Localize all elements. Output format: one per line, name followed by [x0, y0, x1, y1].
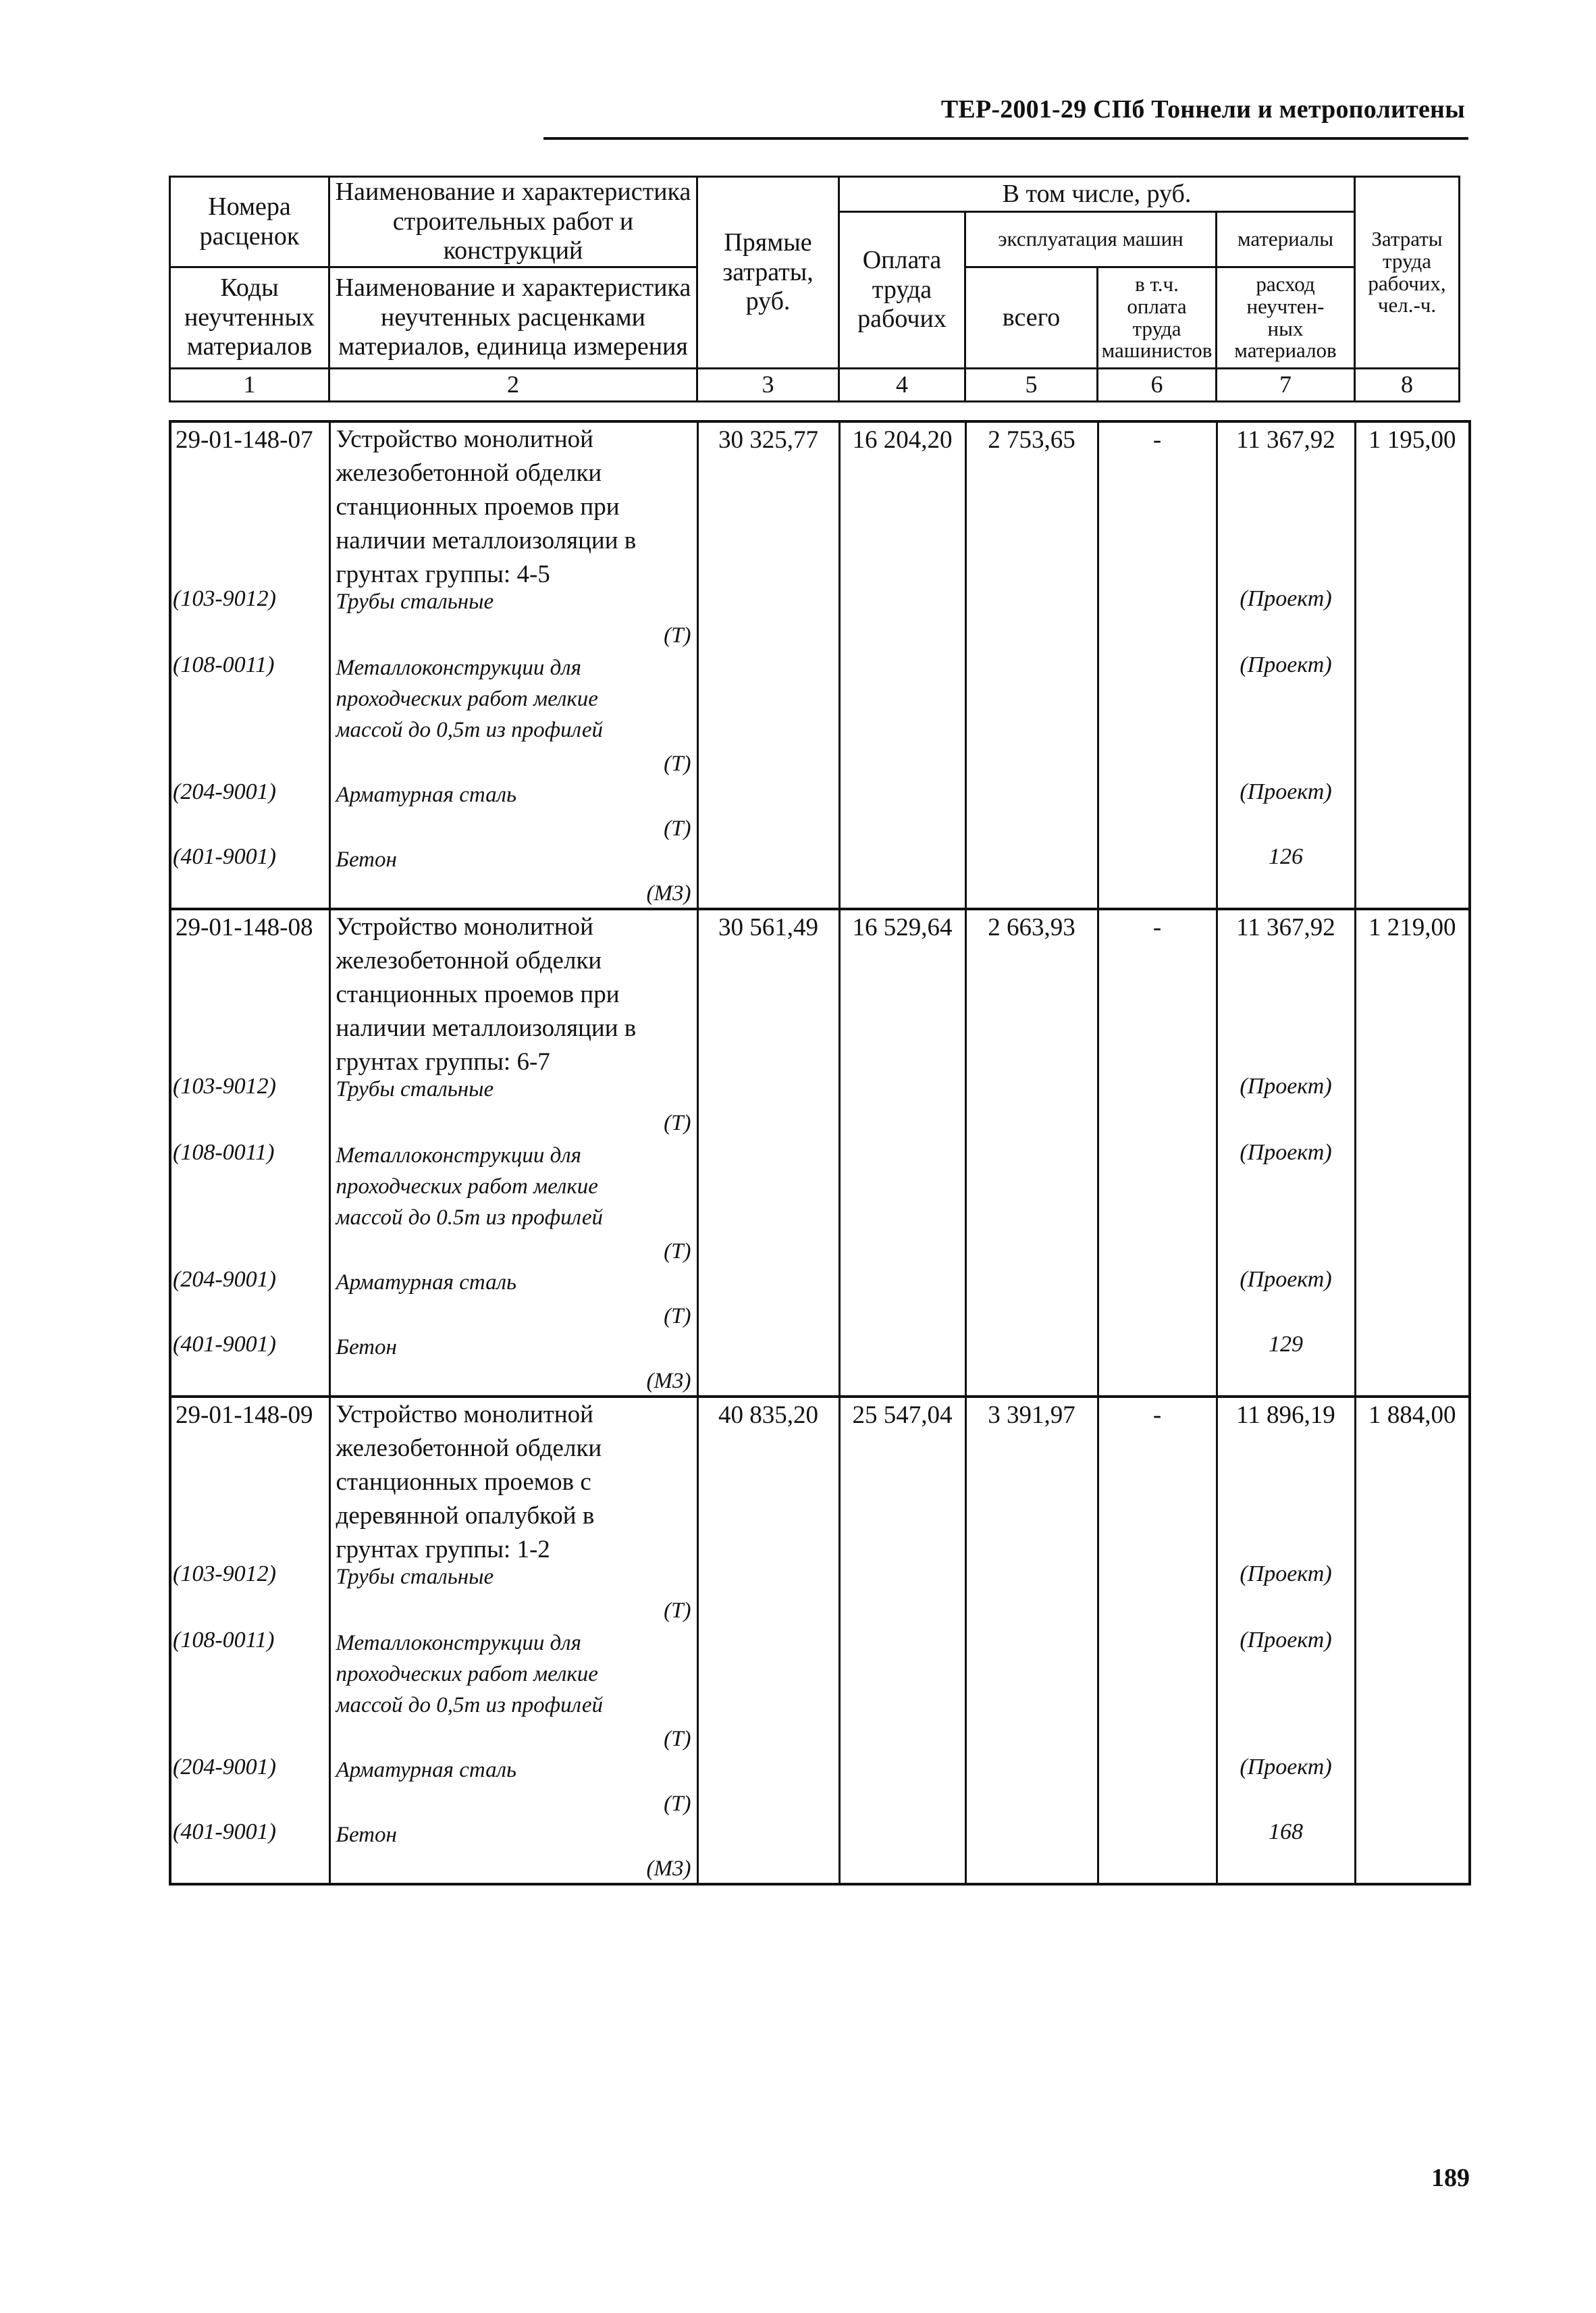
material-name: Трубы стальные [336, 1077, 494, 1101]
material-name: Бетон [336, 1335, 397, 1359]
col8-header: Затраты труда рабочих, чел.-ч. [1355, 177, 1460, 369]
material-costs: 11 367,92 [1236, 914, 1335, 941]
labor-hours: 1 195,00 [1368, 426, 1456, 454]
col-number: 5 [965, 369, 1098, 402]
material-name: Трубы стальные [336, 1565, 494, 1589]
material-code: (204-9001) [173, 779, 276, 804]
col1-top-header: Номера расценок [170, 177, 329, 267]
material-unit: (Т) [664, 1111, 691, 1135]
labor-costs: 25 547,04 [852, 1401, 953, 1429]
machinist-labor: - [1152, 1401, 1162, 1429]
material-unit: (М3) [646, 1369, 691, 1393]
material-consumption: 129 [1269, 1332, 1303, 1357]
material-name: Арматурная сталь [336, 783, 517, 807]
labor-hours: 1 884,00 [1368, 1401, 1456, 1429]
material-code: (204-9001) [173, 1755, 276, 1779]
column-number-row [170, 369, 1460, 402]
machine-costs: 3 391,97 [988, 1401, 1075, 1429]
material-name: Металлоконструкции для проходческих работ мелкие массой до 0,5т из профилей [336, 1631, 603, 1717]
material-name: Арматурная сталь [336, 1758, 517, 1782]
col-number: 1 [170, 369, 329, 402]
material-unit: (М3) [646, 881, 691, 906]
labor-hours: 1 219,00 [1368, 914, 1456, 941]
labor-costs: 16 529,64 [852, 914, 953, 941]
work-description: Устройство монолитной железобетонной обделки станционных проемов с деревянной опалубкой в грунтах группы: 1-2 [336, 1401, 602, 1563]
materials-group-header: материалы [1217, 212, 1355, 267]
material-unit: (Т) [664, 752, 691, 776]
machine-costs: 2 753,65 [988, 426, 1075, 454]
rate-section [170, 421, 1470, 909]
material-consumption: (Проект) [1240, 779, 1332, 804]
col-number: 7 [1217, 369, 1355, 402]
rate-section [170, 909, 1470, 1397]
rates-table [169, 420, 1471, 1886]
col2-bottom-header: Наименование и характеристика неучтенных расценками материалов, единица измерения [329, 267, 697, 369]
rate-code: 29-01-148-09 [176, 1401, 313, 1429]
material-unit: (Т) [664, 1599, 691, 1623]
direct-costs: 40 835,20 [718, 1401, 818, 1429]
material-unit: (Т) [664, 623, 691, 648]
material-consumption: (Проект) [1240, 1267, 1332, 1292]
col2-top-header: Наименование и характеристика строительных работ и конструкций [329, 177, 697, 267]
title-underline [543, 137, 1468, 140]
direct-costs: 30 325,77 [718, 426, 818, 454]
material-name: Бетон [336, 1823, 397, 1847]
material-code: (108-0011) [173, 1140, 275, 1165]
col1-bottom-header: Коды неучтенных материалов [170, 267, 329, 369]
material-code: (204-9001) [173, 1267, 276, 1292]
machines-group-header: эксплуатация машин [965, 212, 1217, 267]
work-description: Устройство монолитной железобетонной обделки станционных проемов при наличии металлоизоляции в грунтах группы: 6-7 [336, 913, 637, 1076]
col-number: 4 [839, 369, 965, 402]
col-number: 6 [1098, 369, 1217, 402]
material-consumption: (Проект) [1240, 1074, 1332, 1099]
work-description: Устройство монолитной железобетонной обделки станционных проемов при наличии металлоизоляции в грунтах группы: 4-5 [336, 425, 637, 588]
material-consumption: 168 [1269, 1819, 1303, 1844]
col-number: 8 [1355, 369, 1460, 402]
material-code: (108-0011) [173, 652, 275, 677]
material-name: Металлоконструкции для проходческих работ мелкие массой до 0.5т из профилей [336, 1143, 603, 1230]
material-unit: (Т) [664, 1792, 691, 1816]
material-consumption: (Проект) [1240, 586, 1332, 611]
col6-header: в т.ч. оплата труда машинистов [1098, 267, 1217, 369]
machinist-labor: - [1152, 914, 1162, 941]
material-code: (103-9012) [173, 1074, 276, 1099]
material-name: Арматурная сталь [336, 1270, 517, 1295]
machine-costs: 2 663,93 [988, 914, 1075, 941]
material-consumption: (Проект) [1240, 1561, 1332, 1586]
material-unit: (Т) [664, 1727, 691, 1751]
material-consumption: 126 [1269, 844, 1303, 869]
material-unit: (М3) [646, 1856, 691, 1881]
material-code: (103-9012) [173, 1561, 276, 1586]
page-number: 189 [1431, 2164, 1470, 2192]
column-header-table [169, 176, 1460, 402]
col4-header: Оплата труда рабочих [839, 212, 965, 369]
material-costs: 11 896,19 [1236, 1401, 1335, 1429]
machinist-labor: - [1152, 426, 1162, 454]
material-consumption: (Проект) [1240, 1628, 1332, 1653]
material-unit: (Т) [664, 816, 691, 841]
col5-header: всего [965, 267, 1098, 369]
material-consumption: (Проект) [1240, 652, 1332, 677]
material-name: Бетон [336, 848, 397, 872]
col3-header: Прямые затраты, руб. [697, 177, 839, 369]
material-unit: (Т) [664, 1239, 691, 1264]
direct-costs: 30 561,49 [718, 914, 818, 941]
rate-code: 29-01-148-07 [176, 426, 313, 454]
rate-code: 29-01-148-08 [176, 914, 313, 941]
col7-header: расход неучтен- ных материалов [1217, 267, 1355, 369]
including-group-header: В том числе, руб. [839, 177, 1355, 212]
labor-costs: 16 204,20 [852, 426, 953, 454]
material-code: (103-9012) [173, 586, 276, 611]
material-code: (108-0011) [173, 1628, 275, 1653]
document-title: ТЕР-2001-29 СПб Тоннели и метрополитены [940, 95, 1465, 124]
material-name: Трубы стальные [336, 590, 494, 614]
material-name: Металлоконструкции для проходческих работ мелкие массой до 0,5т из профилей [336, 656, 603, 742]
material-code: (401-9001) [173, 1332, 276, 1357]
col-number: 3 [697, 369, 839, 402]
material-consumption: (Проект) [1240, 1140, 1332, 1165]
material-code: (401-9001) [173, 1819, 276, 1844]
material-code: (401-9001) [173, 844, 276, 869]
material-consumption: (Проект) [1240, 1755, 1332, 1779]
rate-section [170, 1397, 1470, 1884]
material-unit: (Т) [664, 1304, 691, 1328]
material-costs: 11 367,92 [1236, 426, 1335, 454]
col-number: 2 [329, 369, 697, 402]
